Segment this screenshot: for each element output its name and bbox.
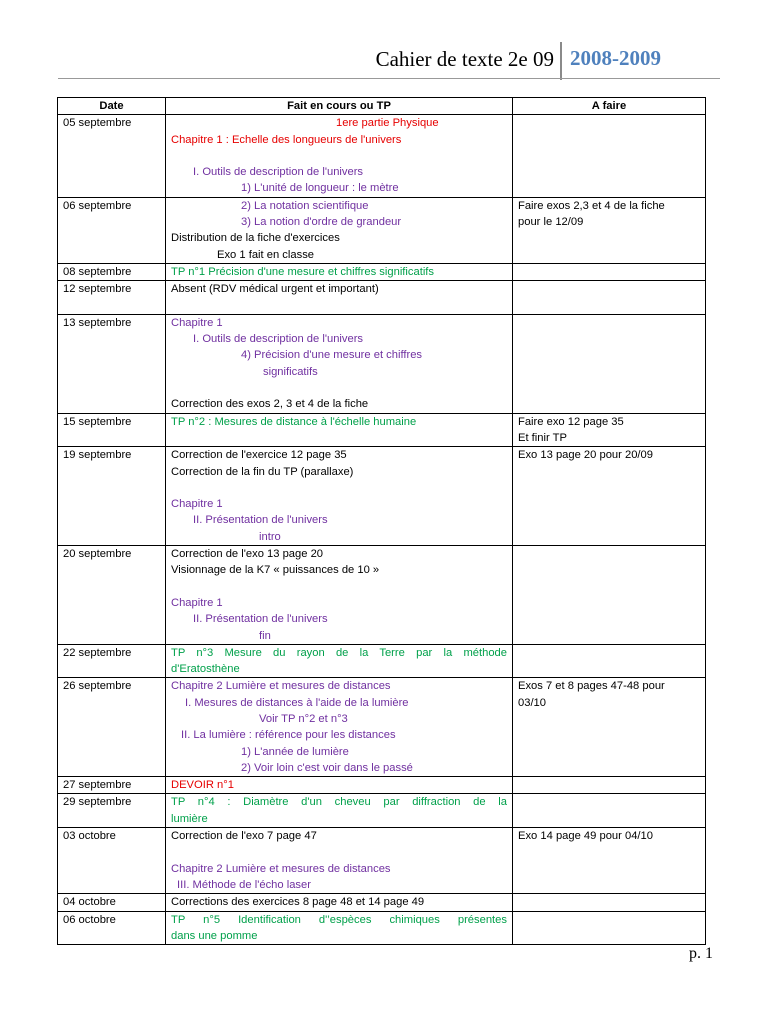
row-date: 29 septembre	[58, 794, 166, 828]
todo-line: pour le 12/09	[518, 216, 584, 229]
row-todo	[513, 794, 706, 828]
row-date: 03 octobre	[58, 828, 166, 894]
content-line: Correction de la fin du TP (parallaxe)	[171, 465, 354, 478]
row-content	[166, 546, 513, 645]
content-line: Chapitre 1	[171, 316, 223, 329]
content-line: Chapitre 1	[171, 596, 223, 609]
row-todo	[513, 911, 706, 945]
table-row	[58, 115, 706, 197]
content-line: 2) Voir loin c'est voir dans le passé	[241, 761, 413, 774]
blank-line	[171, 430, 507, 446]
row-todo	[513, 115, 706, 197]
content-line: III. Méthode de l'écho laser	[177, 878, 311, 891]
content-line: I. Mesures de distances à l'aide de la lumière	[185, 696, 409, 709]
row-todo	[513, 828, 706, 894]
content-line: 1) L'unité de longueur : le mètre	[241, 182, 399, 195]
table-row	[58, 263, 706, 280]
table-row	[58, 777, 706, 794]
content-line: Corrections des exercices 8 page 48 et 14 page 49	[171, 896, 425, 909]
content-line: Chapitre 1	[171, 498, 223, 511]
content-line: 1ere partie Physique	[336, 117, 439, 130]
content-line: Distribution de la fiche d'exercices	[171, 232, 340, 245]
content-line: 3) La notion d'ordre de grandeur	[241, 216, 402, 229]
content-line: Correction de l'exo 7 page 47	[171, 830, 317, 843]
content-line: dans une pomme	[171, 929, 258, 942]
todo-line: Faire exo 12 page 35	[518, 415, 624, 428]
row-todo	[513, 314, 706, 413]
content-line: Chapitre 1 : Echelle des longueurs de l'univers	[171, 133, 402, 146]
content-line: TP n°2 : Mesures de distance à l'échelle humaine	[171, 415, 417, 428]
blank-line	[171, 579, 507, 595]
lesson-log-table	[57, 97, 706, 945]
row-todo	[513, 197, 706, 263]
content-line: TP n°4 : Diamètre d'un cheveu par diffraction de la	[171, 796, 507, 809]
row-content	[166, 894, 513, 911]
table-row	[58, 678, 706, 777]
row-date: 22 septembre	[58, 644, 166, 678]
todo-line: Faire exos 2,3 et 4 de la fiche	[518, 199, 665, 212]
row-date: 27 septembre	[58, 777, 166, 794]
row-todo	[513, 413, 706, 447]
content-line: Absent (RDV médical urgent et important)	[171, 283, 379, 296]
content-line: Correction des exos 2, 3 et 4 de la fiche	[171, 398, 369, 411]
table-header-row	[58, 98, 706, 115]
table-row	[58, 894, 706, 911]
row-date: 08 septembre	[58, 263, 166, 280]
content-line: lumière	[171, 812, 208, 825]
content-line: TP n°1 Précision d'une mesure et chiffres significatifs	[171, 265, 435, 278]
row-content	[166, 911, 513, 945]
todo-line: Et finir TP	[518, 431, 567, 444]
blank-line	[171, 148, 507, 164]
blank-line	[171, 380, 507, 396]
row-todo	[513, 263, 706, 280]
table-row	[58, 197, 706, 263]
table-row	[58, 413, 706, 447]
column-header-date: Date	[58, 98, 166, 115]
blank-line	[171, 480, 507, 496]
todo-line: Exo 14 page 49 pour 04/10	[518, 830, 653, 843]
row-date: 15 septembre	[58, 413, 166, 447]
content-line: Visionnage de la K7 « puissances de 10 »	[171, 564, 380, 577]
row-date: 06 septembre	[58, 197, 166, 263]
row-content	[166, 263, 513, 280]
row-date: 12 septembre	[58, 281, 166, 315]
row-content	[166, 447, 513, 546]
content-line: 4) Précision d'une mesure et chiffres	[241, 349, 423, 362]
row-content	[166, 314, 513, 413]
table-row	[58, 794, 706, 828]
column-header-content: Fait en cours ou TP	[166, 98, 513, 115]
table-body	[58, 115, 706, 945]
row-todo	[513, 281, 706, 315]
header-rule	[58, 78, 720, 79]
row-date: 06 octobre	[58, 911, 166, 945]
row-date: 26 septembre	[58, 678, 166, 777]
row-content	[166, 644, 513, 678]
content-line: 2) La notation scientifique	[241, 199, 369, 212]
todo-line: 03/10	[518, 696, 546, 709]
school-year: 2008-2009	[570, 46, 661, 70]
blank-line	[171, 844, 507, 860]
row-content	[166, 197, 513, 263]
row-todo	[513, 447, 706, 546]
content-line: TP n°3 Mesure du rayon de la Terre par la méthode	[171, 646, 507, 659]
row-todo	[513, 644, 706, 678]
content-line: Voir TP n°2 et n°3	[259, 712, 348, 725]
content-line: TP n°5 Identification d'’espèces chimiques présentes	[171, 913, 507, 926]
content-line: Chapitre 2 Lumière et mesures de distances	[171, 862, 391, 875]
content-line: Chapitre 2 Lumière et mesures de distances	[171, 680, 391, 693]
table-row	[58, 281, 706, 315]
content-line: Exo 1 fait en classe	[217, 248, 315, 261]
row-date: 04 octobre	[58, 894, 166, 911]
row-todo	[513, 678, 706, 777]
table-row	[58, 644, 706, 678]
content-line: II. Présentation de l'univers	[193, 613, 328, 626]
row-content	[166, 281, 513, 315]
table-row	[58, 828, 706, 894]
content-line: II. La lumière : référence pour les distances	[181, 729, 396, 742]
header-separator	[560, 42, 562, 80]
row-content	[166, 678, 513, 777]
column-header-todo: A faire	[513, 98, 706, 115]
row-content	[166, 115, 513, 197]
page-number: p. 1	[689, 945, 713, 962]
row-content	[166, 828, 513, 894]
row-date: 19 septembre	[58, 447, 166, 546]
content-line: II. Présentation de l'univers	[193, 514, 328, 527]
row-todo	[513, 546, 706, 645]
content-line: I. Outils de description de l'univers	[193, 166, 364, 179]
content-line: DEVOIR n°1	[171, 779, 234, 792]
content-line: Correction de l'exercice 12 page 35	[171, 449, 347, 462]
table-row	[58, 314, 706, 413]
row-date: 20 septembre	[58, 546, 166, 645]
todo-line: Exo 13 page 20 pour 20/09	[518, 449, 653, 462]
content-line: Correction de l'exo 13 page 20	[171, 548, 324, 561]
table-row	[58, 911, 706, 945]
content-line: fin	[259, 629, 271, 642]
document-title: Cahier de texte 2e 09	[375, 47, 554, 71]
row-content	[166, 777, 513, 794]
todo-line: Exos 7 et 8 pages 47-48 pour	[518, 680, 665, 693]
content-line: I. Outils de description de l'univers	[193, 333, 364, 346]
blank-line	[171, 298, 507, 314]
table-row	[58, 546, 706, 645]
row-date: 05 septembre	[58, 115, 166, 197]
row-content	[166, 794, 513, 828]
row-todo	[513, 894, 706, 911]
content-line: intro	[259, 530, 281, 543]
content-line: 1) L'année de lumière	[241, 745, 349, 758]
row-date: 13 septembre	[58, 314, 166, 413]
row-content	[166, 413, 513, 447]
content-line: d'Eratosthène	[171, 663, 240, 676]
table-row	[58, 447, 706, 546]
row-todo	[513, 777, 706, 794]
content-line: significatifs	[263, 365, 318, 378]
